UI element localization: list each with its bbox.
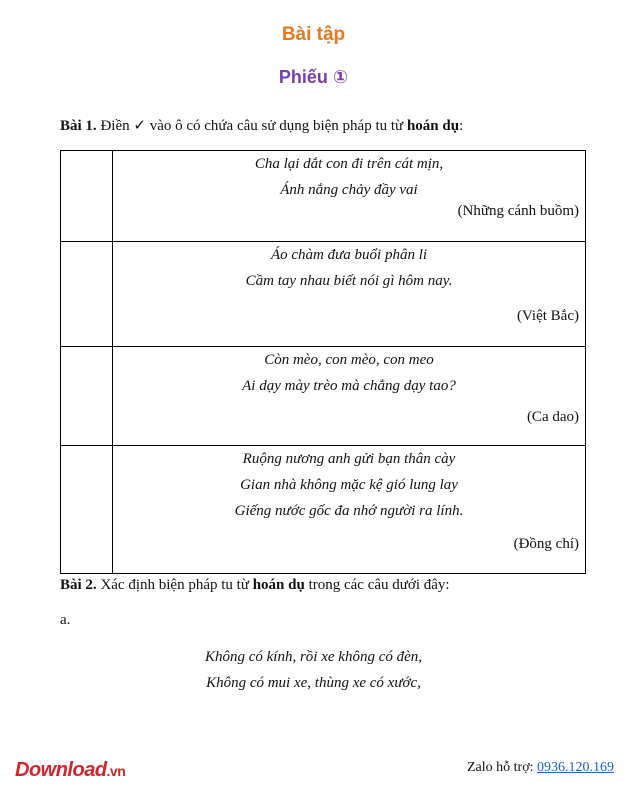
table-row bbox=[61, 347, 586, 446]
poem-source: (Việt Bắc) bbox=[517, 308, 579, 324]
poem-line: Không có kính, rồi xe không có đèn, bbox=[204, 649, 423, 665]
poem-cell-2 bbox=[113, 242, 586, 347]
poem-line: Không có mui xe, thùng xe có xước, bbox=[206, 675, 421, 691]
poem-line: Ánh nắng chảy đầy vai bbox=[280, 182, 418, 198]
exercise-2-item-a: a. bbox=[60, 612, 71, 628]
checkbox-cell-1[interactable] bbox=[61, 151, 113, 242]
page-title: Bài tập bbox=[281, 24, 346, 45]
poem-line: Cầm tay nhau biết nói gì hôm nay. bbox=[245, 273, 453, 289]
exercise-2-poem bbox=[0, 644, 627, 696]
poem-source: (Những cánh buồm) bbox=[457, 203, 579, 219]
support-contact bbox=[467, 760, 614, 776]
exercise-2-text-after: trong các câu dưới đây: bbox=[304, 577, 450, 593]
exercise-1-keyword: hoán dụ bbox=[406, 118, 460, 134]
exercise-2-instruction bbox=[60, 577, 450, 594]
logo-tld: .vn bbox=[106, 763, 126, 779]
support-phone-link[interactable]: 0936.120.169 bbox=[537, 760, 614, 775]
exercise-2-label: Bài 2. bbox=[60, 577, 97, 593]
poem-cell-1 bbox=[113, 151, 586, 242]
poem-cell-3 bbox=[113, 347, 586, 446]
poem-line: Gian nhà không mặc kệ gió lung lay bbox=[240, 477, 458, 493]
poem-line: Còn mèo, con mèo, con meo bbox=[264, 352, 434, 368]
logo-text: Download bbox=[15, 759, 107, 781]
poem-line: Cha lại dắt con đi trên cát mịn, bbox=[254, 156, 444, 172]
exercise-2-text-before: Xác định biện pháp tu từ bbox=[96, 577, 253, 593]
exercise-1-table bbox=[60, 150, 586, 574]
poem-line: Áo chàm đưa buổi phân li bbox=[270, 247, 428, 263]
exercise-2-keyword: hoán dụ bbox=[252, 577, 305, 593]
table-row bbox=[61, 446, 586, 574]
poem-line: Ai dạy mày trèo mà chẳng dạy tao? bbox=[242, 378, 456, 394]
download-logo[interactable] bbox=[15, 759, 125, 782]
worksheet-subtitle: Phiếu ① bbox=[278, 67, 349, 87]
table-row bbox=[61, 151, 586, 242]
exercise-1-text-before: Điền bbox=[96, 118, 134, 134]
table-row bbox=[61, 242, 586, 347]
checkbox-cell-4[interactable] bbox=[61, 446, 113, 574]
checkbox-cell-3[interactable] bbox=[61, 347, 113, 446]
exercise-1-text-middle: vào ô có chứa câu sử dụng biện pháp tu từ bbox=[145, 118, 407, 134]
poem-source: (Ca dao) bbox=[526, 409, 579, 425]
poem-source: (Đồng chí) bbox=[513, 536, 579, 552]
checkmark-icon: ✓ bbox=[133, 118, 146, 134]
exercise-1-instruction bbox=[60, 116, 463, 135]
poem-line: Ruộng nương anh gửi bạn thân cày bbox=[242, 451, 456, 467]
support-label: Zalo hỗ trợ: bbox=[467, 760, 537, 775]
poem-cell-4 bbox=[113, 446, 586, 574]
exercise-1-text-after: : bbox=[459, 118, 464, 134]
exercise-1-label: Bài 1. bbox=[60, 118, 97, 134]
poem-line: Giếng nước gốc đa nhớ người ra lính. bbox=[234, 503, 464, 519]
checkbox-cell-2[interactable] bbox=[61, 242, 113, 347]
